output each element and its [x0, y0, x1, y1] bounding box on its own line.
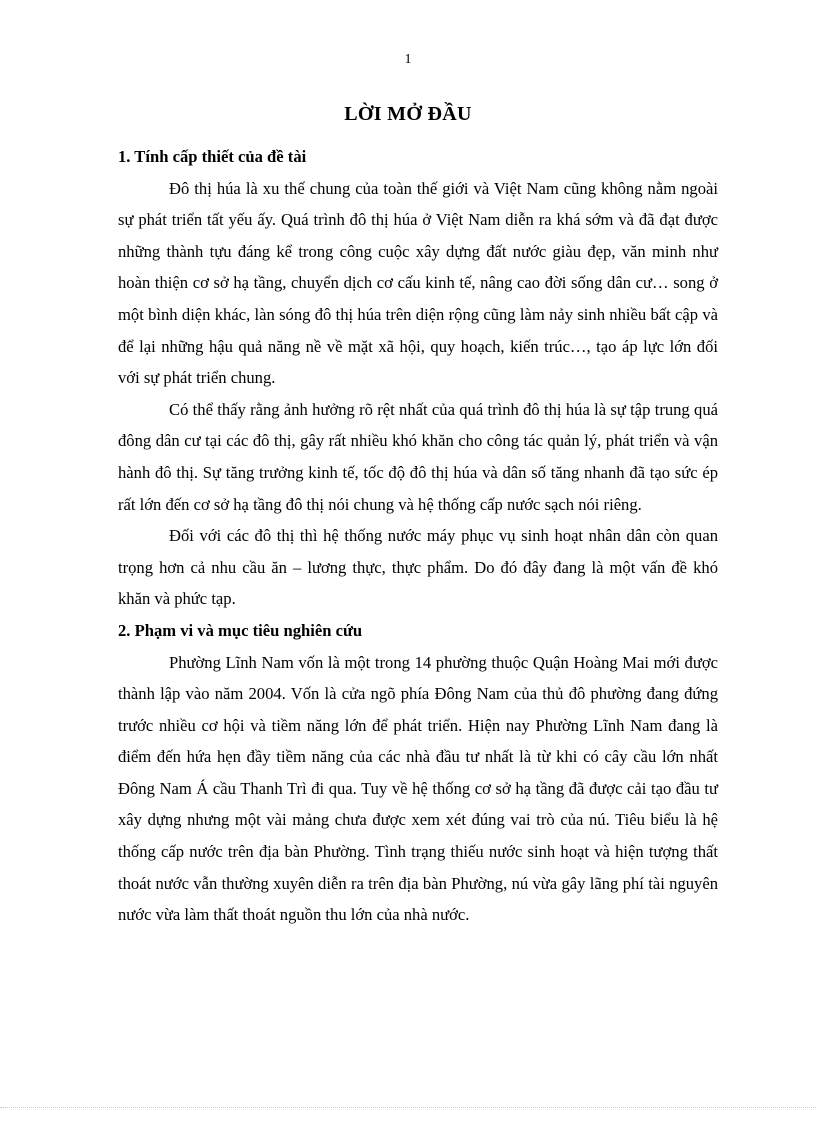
page-bottom-border [0, 1107, 816, 1108]
paragraph: Đô thị húa là xu thế chung của toàn thế giới và Việt Nam cũng không nằm ngoài sự phát triển tất yếu ấy. Quá trình đô thị húa ở Việt Nam diễn ra khá sớm và đã đạt được những thành tựu đáng kể trong công cuộc xây dựng đất nước giàu đẹp, văn minh như hoàn thiện cơ sở hạ tầng, chuyển dịch cơ cấu kinh tế, nâng cao đời sống dân cư… song ở một bình diện khác, làn sóng đô thị húa trên diện rộng cũng làm nảy sinh nhiều bất cập và để lại những hậu quả năng nề về mặt xã hội, quy hoạch, kiến trúc…, tạo áp lực lớn đối với sự phát triển chung. [118, 178, 718, 388]
page-number: 1 [404, 52, 412, 67]
paragraph: Phường Lĩnh Nam vốn là một trong 14 phường thuộc Quận Hoàng Mai mới được thành lập vào năm 2004. Vốn là cửa ngõ phía Đông Nam của thủ đô phường đang đứng trước nhiều cơ hội và tiềm năng lớn để phát triển. Hiện nay Phường Lĩnh Nam đang là điểm đến hứa hẹn đầy tiềm năng của các nhà đầu tư nhất là từ khi có cây cầu lớn nhất Đông Nam Á cầu Thanh Trì đi qua. Tuy về hệ thống cơ sở hạ tầng đã được cải tạo đầu tư xây dựng nhưng một vài mảng chưa được xem xét đúng vai trò của nú. Tiêu biểu là hệ thống cấp nước trên địa bàn Phường. Tình trạng thiếu nước sinh hoạt và hiện tượng thất thoát nước vẫn thường xuyên diễn ra trên địa bàn Phường, nú vừa gây lãng phí tài nguyên nước vừa làm thất thoát nguồn thu lớn của nhà nước. [118, 652, 718, 925]
section-heading-2: 2. Phạm vi và mục tiêu nghiên cứu [118, 620, 363, 640]
paragraph: Có thể thấy rằng ảnh hưởng rõ rệt nhất của quá trình đô thị húa là sự tập trung quá đông dân cư tại các đô thị, gây rất nhiều khó khăn cho công tác quản lý, phát triển và vận hành đô thị. Sự tăng trưởng kinh tế, tốc độ đô thị húa và dân số tăng nhanh đã tạo sức ép rất lớn đến cơ sở hạ tầng đô thị nói chung và hệ thống cấp nước sạch nói riêng. [118, 399, 718, 514]
document-body [118, 141, 718, 931]
section-heading-1: 1. Tính cấp thiết của đề tài [118, 147, 307, 166]
paragraph: Đối với các đô thị thì hệ thống nước máy phục vụ sinh hoạt nhân dân còn quan trọng hơn cả nhu cầu ăn – lương thực, thực phẩm. Do đó đây đang là một vấn đề khó khăn và phức tạp. [118, 526, 718, 609]
document-title: LỜI MỞ ĐẦU [344, 103, 472, 125]
